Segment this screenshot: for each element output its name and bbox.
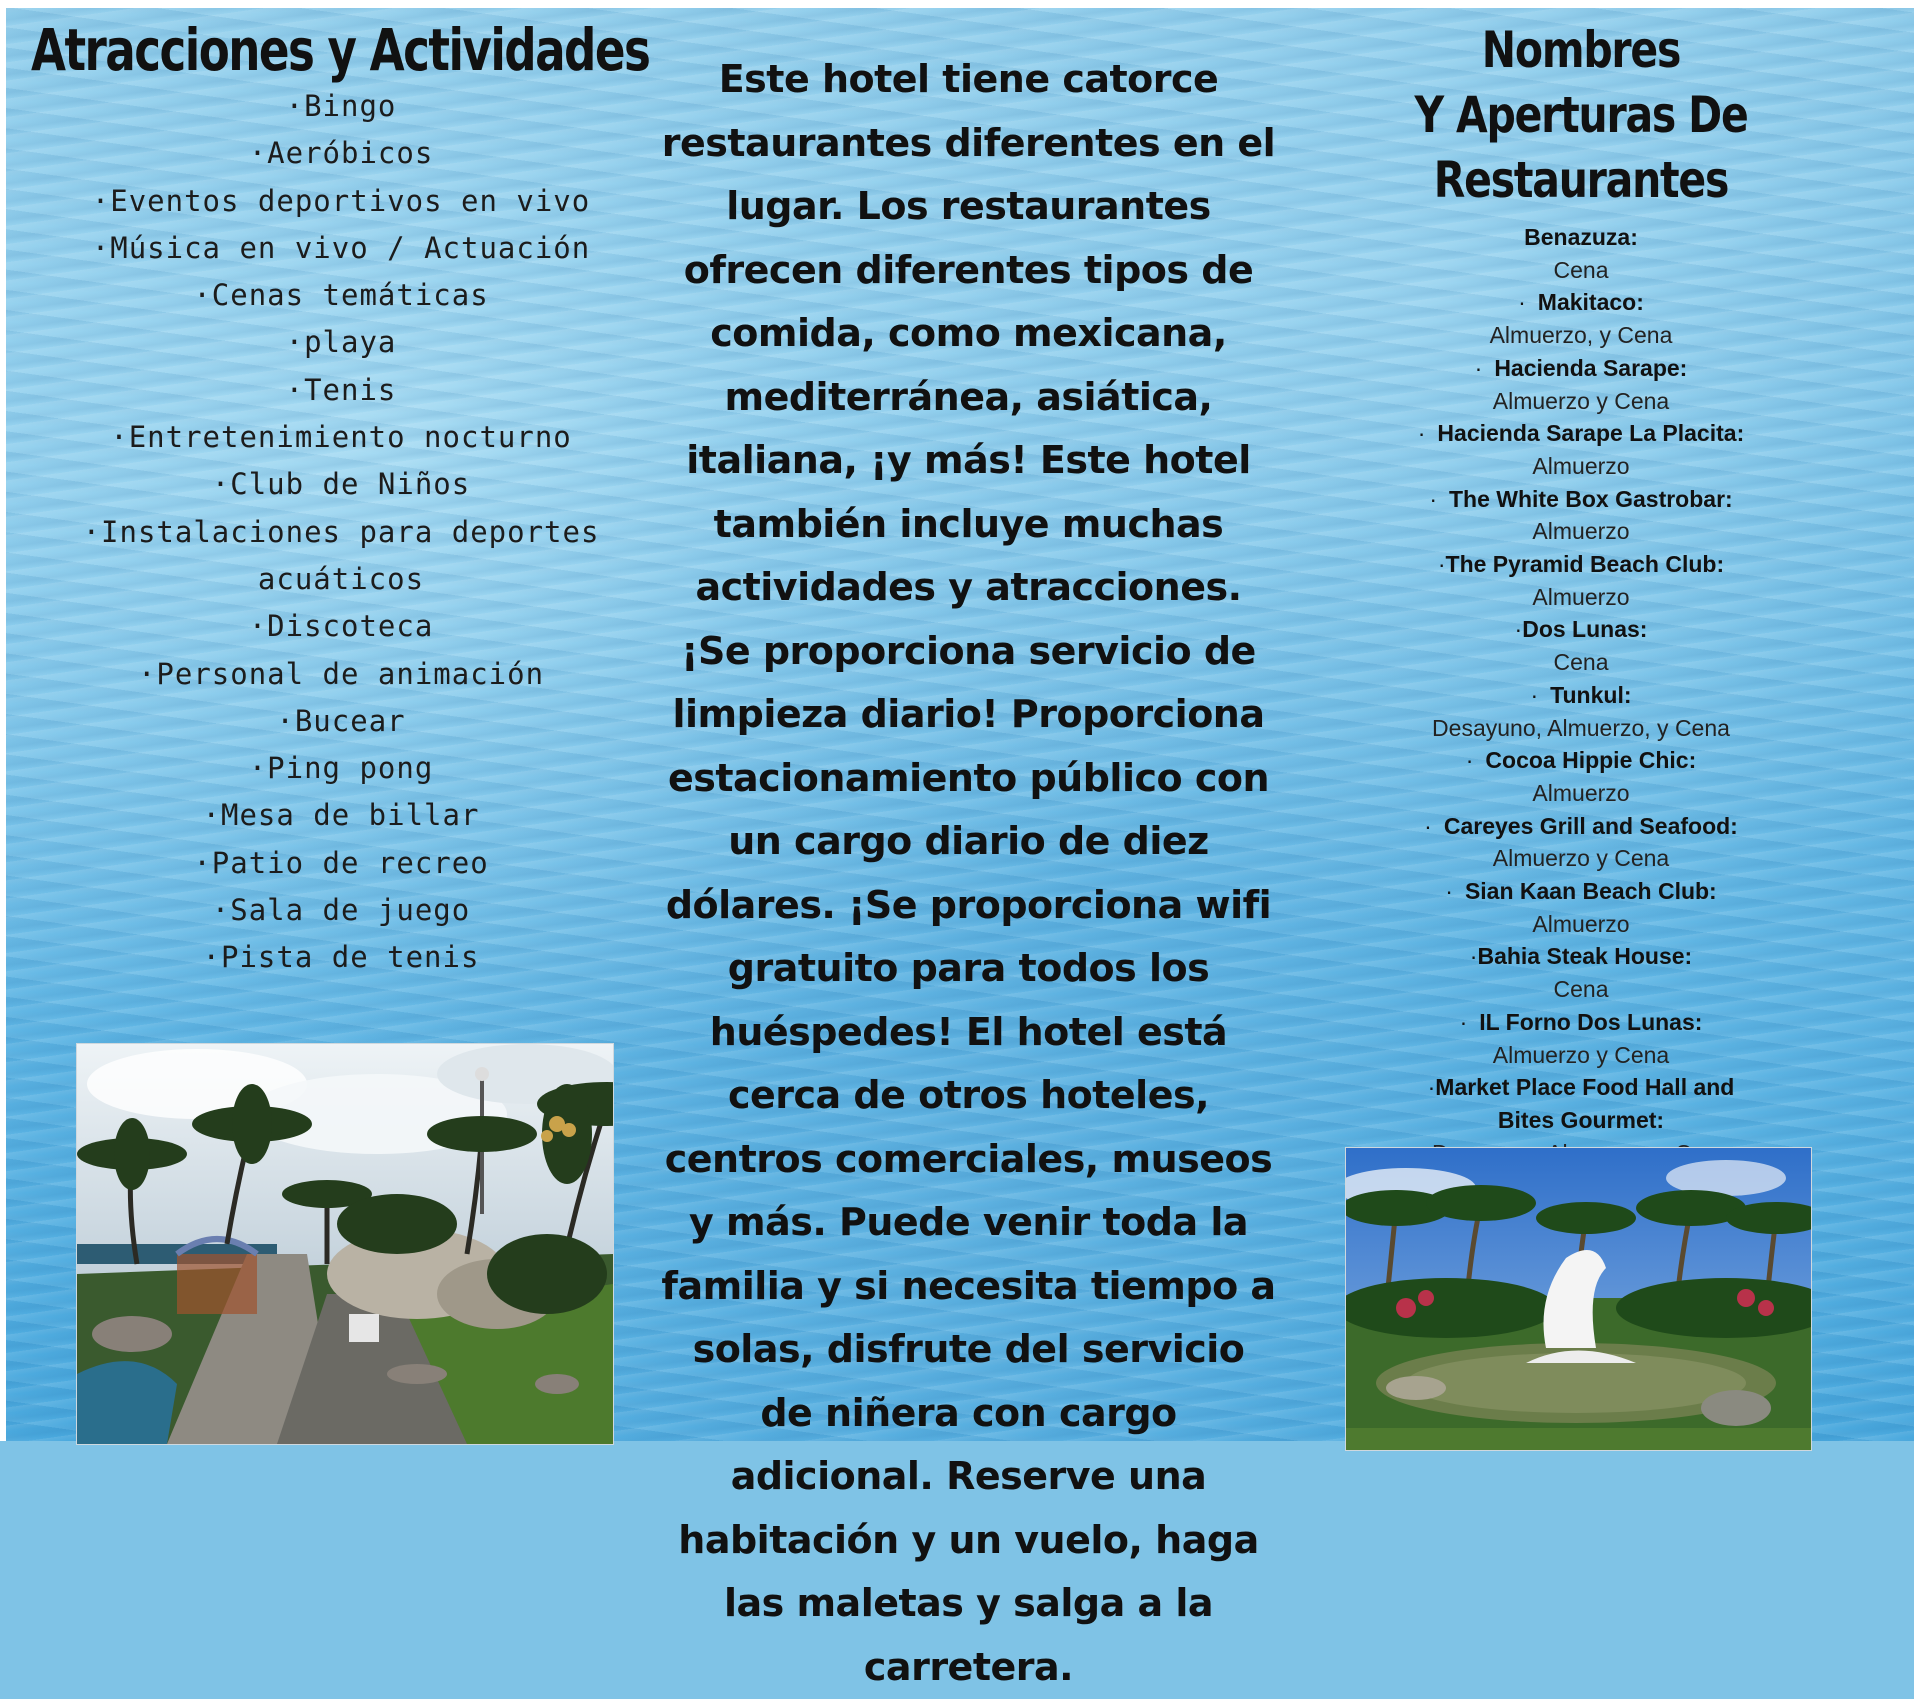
restaurants-title-line2: Y Aperturas De Restaurantes <box>1414 86 1748 209</box>
restaurant-name: · Tunkul: <box>1530 681 1632 708</box>
restaurant-item <box>1306 417 1856 482</box>
activities-list <box>6 83 676 982</box>
restaurant-hours: Almuerzo <box>1532 518 1630 545</box>
restaurant-name: · The White Box Gastrobar: <box>1429 485 1733 512</box>
restaurant-item <box>1306 352 1856 417</box>
fountain-sculpture-photo <box>1345 1147 1812 1451</box>
activity-item: ·Entretenimiento nocturno <box>110 420 572 455</box>
activity-item: ·Club de Niños <box>211 467 471 502</box>
restaurant-item <box>1306 613 1856 678</box>
restaurant-item <box>1306 875 1856 940</box>
restaurant-hours: Cena <box>1553 256 1609 283</box>
restaurant-name: ·Bahia Steak House: <box>1469 943 1693 970</box>
restaurant-name: · Hacienda Sarape La Placita: <box>1417 420 1745 447</box>
activity-item: ·Patio de recreo <box>193 845 489 880</box>
restaurants-list <box>1306 221 1856 1169</box>
restaurant-hours: Almuerzo <box>1532 583 1630 610</box>
restaurant-hours: Almuerzo <box>1532 452 1630 479</box>
restaurant-hours: Almuerzo, y Cena <box>1489 322 1673 349</box>
activity-item: ·Discoteca <box>248 609 434 644</box>
restaurant-name: · Sian Kaan Beach Club: <box>1445 878 1717 905</box>
restaurant-item <box>1306 1006 1856 1071</box>
hotel-description-column <box>661 48 1276 1699</box>
restaurant-hours: Almuerzo y Cena <box>1492 845 1670 872</box>
restaurant-hours: Almuerzo <box>1532 910 1630 937</box>
restaurant-name: · Careyes Grill and Seafood: <box>1424 812 1738 839</box>
restaurant-name: · Makitaco: <box>1518 289 1644 316</box>
activity-item: ·Ping pong <box>248 751 434 786</box>
activity-item: ·Pista de tenis <box>202 940 480 975</box>
restaurant-name: ·The Pyramid Beach Club: <box>1437 551 1725 578</box>
activities-title: Atracciones y Actividades <box>31 16 650 84</box>
activity-item: ·Mesa de billar <box>202 798 480 833</box>
restaurant-item <box>1306 940 1856 1005</box>
activity-item: ·Eventos deportivos en vivo <box>91 183 591 218</box>
restaurant-item <box>1306 548 1856 613</box>
activity-item: ·Sala de juego <box>211 893 471 928</box>
activity-item: ·Bucear <box>276 703 406 738</box>
restaurant-hours: Cena <box>1553 976 1609 1003</box>
activity-item: ·Tenis <box>285 372 397 407</box>
restaurant-hours: Cena <box>1553 649 1609 676</box>
restaurants-column <box>1306 18 1856 1169</box>
restaurants-title-line1: Nombres <box>1481 21 1681 79</box>
activity-item: ·Cenas temáticas <box>193 278 489 313</box>
restaurant-item <box>1306 483 1856 548</box>
activity-item: ·Instalaciones para deportes acuáticos <box>82 514 600 596</box>
restaurant-hours: Almuerzo <box>1532 779 1630 806</box>
activity-item: ·playa <box>285 325 397 360</box>
restaurant-item <box>1306 744 1856 809</box>
activity-item: ·Personal de animación <box>137 656 545 691</box>
restaurant-hours: Desayuno, Almuerzo, y Cena <box>1432 714 1730 741</box>
restaurant-name: Benazuza: <box>1524 224 1638 250</box>
restaurant-hours: Almuerzo y Cena <box>1492 387 1670 414</box>
activity-item: ·Bingo <box>285 89 397 123</box>
restaurant-item <box>1306 810 1856 875</box>
activity-item: ·Aeróbicos <box>248 136 434 171</box>
restaurant-name: · Cocoa Hippie Chic: <box>1465 747 1697 774</box>
activity-item: ·Música en vivo / Actuación <box>91 230 591 265</box>
restaurant-name: ·Market Place Food Hall and Bites Gourmet: <box>1427 1074 1735 1133</box>
resort-walkway-photo <box>76 1043 614 1445</box>
restaurant-item <box>1306 221 1856 286</box>
restaurant-name: · IL Forno Dos Lunas: <box>1459 1008 1703 1035</box>
restaurant-name: ·Dos Lunas: <box>1514 616 1648 643</box>
hotel-description: Este hotel tiene catorce restaurantes diferentes en el lugar. Los restaurantes ofrecen diferentes tipos de comida, como mexicana, mediterránea, asiática, italiana, ¡y más! Este hotel también incluye muchas actividades y atracciones. ¡Se proporciona servicio de limpieza diario! Proporciona estacionamiento público con un cargo diario de diez dólares. ¡Se proporciona wifi gratuito para todos los huéspedes! El hotel está cerca de otros hoteles, centros comerciales, museos y más. Puede venir toda la familia y si necesita tiempo a solas, disfrute del servicio de niñera con cargo adicional. Reserve una habitación y un vuelo, haga las maletas y salga a la carretera. <box>661 57 1276 1689</box>
restaurant-item <box>1306 286 1856 351</box>
restaurant-name: · Hacienda Sarape: <box>1474 354 1688 381</box>
restaurant-hours: Almuerzo y Cena <box>1492 1041 1670 1068</box>
restaurant-item <box>1306 679 1856 744</box>
